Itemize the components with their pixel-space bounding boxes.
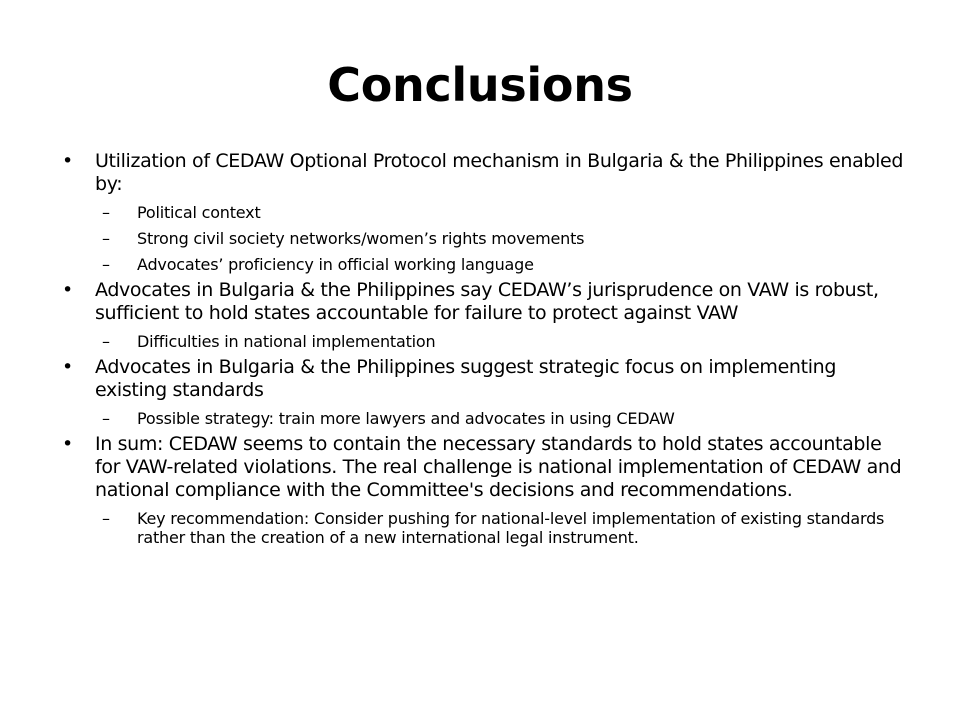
sub-bullet-item (62, 203, 912, 222)
bullet-item (62, 433, 912, 502)
bullet-list (62, 150, 912, 547)
dash-icon: – (102, 509, 110, 528)
sub-bullet-text: Political context (137, 203, 261, 222)
sub-bullet-text: Possible strategy: train more lawyers and advocates in using CEDAW (137, 409, 675, 428)
sub-bullet-item (62, 332, 912, 351)
bullet-icon: • (62, 356, 73, 378)
sub-bullet-item (62, 229, 912, 248)
sub-bullet-item (62, 255, 912, 274)
bullet-item (62, 279, 912, 325)
bullet-text: Advocates in Bulgaria & the Philippines say CEDAW’s jurisprudence on VAW is robust, sufficient to hold states accountable for failure to protect against VAW (95, 279, 879, 324)
bullet-icon: • (62, 279, 73, 301)
bullet-icon: • (62, 150, 73, 172)
bullet-icon: • (62, 433, 73, 455)
sub-bullet-text: Key recommendation: Consider pushing for national-level implementation of existing standards rather than the creation of a new international legal instrument. (137, 509, 885, 547)
bullet-text: Advocates in Bulgaria & the Philippines suggest strategic focus on implementing existing standards (95, 356, 837, 401)
bullet-text: In sum: CEDAW seems to contain the necessary standards to hold states accountable for VAW-related violations. The real challenge is national implementation of CEDAW and national compliance with the Committee's decisions and recommendations. (95, 433, 902, 501)
dash-icon: – (102, 332, 110, 351)
slide-title: Conclusions (327, 58, 633, 112)
dash-icon: – (102, 409, 110, 428)
dash-icon: – (102, 255, 110, 274)
sub-bullet-text: Advocates’ proficiency in official working language (137, 255, 534, 274)
dash-icon: – (102, 203, 110, 222)
sub-bullet-item (62, 409, 912, 428)
dash-icon: – (102, 229, 110, 248)
sub-bullet-item (62, 509, 912, 547)
sub-bullet-text: Strong civil society networks/women’s rights movements (137, 229, 585, 248)
sub-bullet-text: Difficulties in national implementation (137, 332, 436, 351)
bullet-item (62, 150, 912, 196)
bullet-text: Utilization of CEDAW Optional Protocol mechanism in Bulgaria & the Philippines enabled by: (95, 150, 904, 195)
bullet-item (62, 356, 912, 402)
